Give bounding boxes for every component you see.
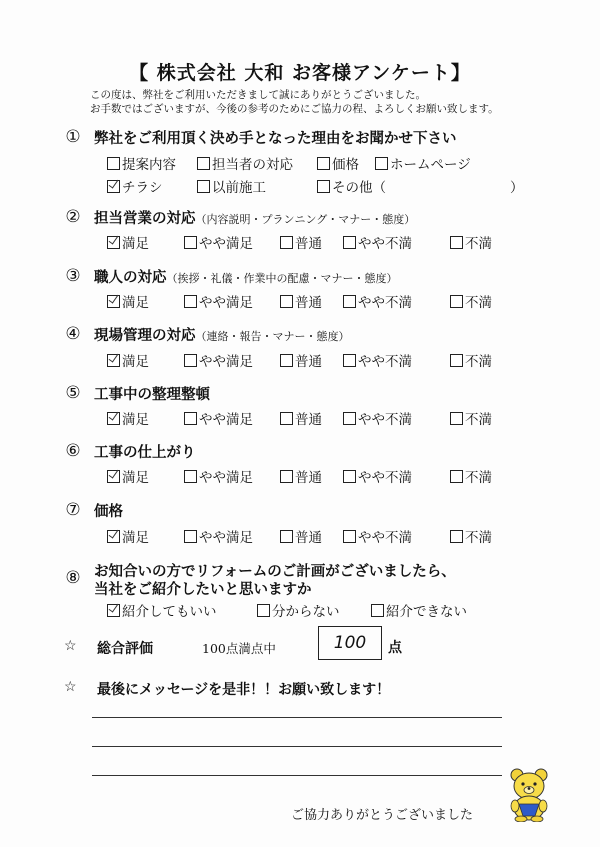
checkbox-icon bbox=[343, 295, 356, 308]
option-checkbox[interactable] bbox=[343, 408, 412, 428]
checked-checkbox-icon bbox=[107, 604, 120, 617]
checkbox-icon bbox=[450, 530, 463, 543]
option-checkbox[interactable] bbox=[197, 153, 293, 173]
checkbox-icon bbox=[257, 604, 270, 617]
option-label: 普通 bbox=[295, 412, 322, 428]
option-checkbox[interactable] bbox=[107, 466, 149, 486]
option-checkbox[interactable] bbox=[184, 232, 253, 252]
option-label: 普通 bbox=[295, 530, 322, 546]
option-label: やや満足 bbox=[199, 236, 253, 252]
checkbox-icon bbox=[184, 236, 197, 249]
option-label: 分からない bbox=[272, 604, 340, 620]
option-label: 普通 bbox=[295, 354, 322, 370]
option-label: 提案内容 bbox=[122, 157, 176, 173]
checkbox-icon bbox=[184, 354, 197, 367]
question-text: 工事の仕上がり bbox=[94, 444, 196, 461]
option-label: 不満 bbox=[465, 530, 492, 546]
message-line[interactable] bbox=[92, 746, 502, 747]
option-checkbox[interactable] bbox=[107, 600, 217, 620]
option-label: 普通 bbox=[295, 470, 322, 486]
checked-checkbox-icon bbox=[107, 180, 120, 193]
option-checkbox[interactable] bbox=[107, 350, 149, 370]
option-label: 不満 bbox=[465, 412, 492, 428]
intro-line: この度は、弊社をご利用いただきまして誠にありがとうございました。 bbox=[90, 89, 426, 101]
message-line[interactable] bbox=[92, 775, 502, 776]
checkbox-icon bbox=[317, 157, 330, 170]
checked-checkbox-icon bbox=[107, 295, 120, 308]
score-field[interactable]: 100 bbox=[318, 626, 382, 660]
question-subtext: （内容説明・プランニング・マナー・態度） bbox=[195, 213, 416, 226]
question-number: ⑥ bbox=[65, 441, 81, 461]
question-title: 現場管理の対応 bbox=[94, 327, 196, 344]
question-text: 価格 bbox=[94, 503, 123, 520]
option-checkbox[interactable] bbox=[107, 526, 149, 546]
option-checkbox[interactable] bbox=[280, 526, 322, 546]
checkbox-icon bbox=[280, 295, 293, 308]
checkbox-icon bbox=[450, 295, 463, 308]
page-title: 【 株式会社 大和 お客様アンケート】 bbox=[129, 62, 471, 84]
option-checkbox[interactable] bbox=[317, 176, 386, 196]
option-checkbox[interactable] bbox=[197, 176, 266, 196]
question-number: ⑤ bbox=[65, 383, 81, 403]
option-label: その他（ bbox=[332, 180, 386, 196]
checkbox-icon bbox=[317, 180, 330, 193]
option-label: やや不満 bbox=[358, 412, 412, 428]
checkbox-icon bbox=[184, 470, 197, 483]
option-label: やや満足 bbox=[199, 412, 253, 428]
option-label: 以前施工 bbox=[212, 180, 266, 196]
option-checkbox[interactable] bbox=[184, 526, 253, 546]
option-checkbox[interactable] bbox=[107, 408, 149, 428]
option-label: 価格 bbox=[332, 157, 359, 173]
option-checkbox[interactable] bbox=[343, 291, 412, 311]
option-checkbox[interactable] bbox=[343, 526, 412, 546]
checkbox-icon bbox=[280, 354, 293, 367]
option-checkbox[interactable] bbox=[184, 466, 253, 486]
option-checkbox[interactable] bbox=[450, 408, 492, 428]
option-label: 満足 bbox=[122, 354, 149, 370]
checked-checkbox-icon bbox=[107, 470, 120, 483]
question-number: ⑧ bbox=[65, 568, 81, 588]
option-checkbox[interactable] bbox=[317, 153, 359, 173]
question-subtext: （連絡・報告・マナー・態度） bbox=[195, 330, 350, 343]
option-checkbox[interactable] bbox=[107, 153, 176, 173]
option-checkbox[interactable] bbox=[450, 466, 492, 486]
option-label: 普通 bbox=[295, 295, 322, 311]
option-label: 満足 bbox=[122, 470, 149, 486]
intro-line: お手数ではございますが、今後の参考のためにご協力の程、よろしくお願い致します。 bbox=[90, 103, 499, 115]
option-label: 紹介できない bbox=[386, 604, 467, 620]
question-text bbox=[94, 266, 398, 287]
option-label: やや満足 bbox=[199, 354, 253, 370]
question-text: 工事中の整理整頓 bbox=[94, 386, 210, 403]
option-label: 担当者の対応 bbox=[212, 157, 293, 173]
star-icon: ☆ bbox=[64, 638, 77, 654]
option-checkbox[interactable] bbox=[280, 350, 322, 370]
message-prompt: 最後にメッセージを是非！！お願い致します！ bbox=[97, 682, 391, 698]
option-checkbox[interactable] bbox=[280, 408, 322, 428]
option-checkbox[interactable] bbox=[184, 350, 253, 370]
checkbox-icon bbox=[450, 412, 463, 425]
option-label: 不満 bbox=[465, 354, 492, 370]
option-checkbox[interactable] bbox=[450, 526, 492, 546]
score-unit: 点 bbox=[388, 640, 402, 656]
option-label: 満足 bbox=[122, 295, 149, 311]
question-number: ④ bbox=[65, 324, 81, 344]
option-checkbox[interactable] bbox=[343, 350, 412, 370]
option-label: 紹介してもいい bbox=[122, 604, 217, 620]
question-text: お知合いの方でリフォームのご計画がございましたら、 bbox=[94, 563, 456, 580]
option-checkbox[interactable] bbox=[450, 291, 492, 311]
option-label: 満足 bbox=[122, 530, 149, 546]
checkbox-icon bbox=[280, 530, 293, 543]
checked-checkbox-icon bbox=[107, 530, 120, 543]
question-title: 職人の対応 bbox=[94, 269, 167, 286]
option-checkbox[interactable] bbox=[343, 232, 412, 252]
checkbox-icon bbox=[184, 412, 197, 425]
option-label: やや満足 bbox=[199, 530, 253, 546]
option-checkbox[interactable] bbox=[280, 291, 322, 311]
checkbox-icon bbox=[343, 470, 356, 483]
star-icon: ☆ bbox=[64, 679, 77, 695]
option-checkbox[interactable] bbox=[184, 408, 253, 428]
message-line[interactable] bbox=[92, 717, 502, 718]
option-checkbox[interactable] bbox=[371, 600, 467, 620]
question-text bbox=[94, 207, 415, 228]
checkbox-icon bbox=[197, 180, 210, 193]
checked-checkbox-icon bbox=[107, 412, 120, 425]
intro-text bbox=[90, 88, 499, 116]
question-text-line2: 当社をご紹介したいと思いますか bbox=[94, 581, 312, 598]
option-checkbox[interactable] bbox=[184, 291, 253, 311]
checked-checkbox-icon bbox=[107, 354, 120, 367]
checkbox-icon bbox=[280, 236, 293, 249]
option-checkbox[interactable] bbox=[257, 600, 340, 620]
option-checkbox[interactable] bbox=[107, 232, 149, 252]
option-label: 満足 bbox=[122, 412, 149, 428]
checkbox-icon bbox=[343, 236, 356, 249]
option-label: やや不満 bbox=[358, 354, 412, 370]
option-label: 不満 bbox=[465, 470, 492, 486]
option-checkbox[interactable] bbox=[450, 232, 492, 252]
question-number: ③ bbox=[65, 266, 81, 286]
option-label: 普通 bbox=[295, 236, 322, 252]
checkbox-icon bbox=[450, 354, 463, 367]
option-label: やや不満 bbox=[358, 530, 412, 546]
checkbox-icon bbox=[343, 530, 356, 543]
checkbox-icon bbox=[197, 157, 210, 170]
option-label: 不満 bbox=[465, 236, 492, 252]
option-checkbox[interactable] bbox=[107, 291, 149, 311]
checkbox-icon bbox=[184, 530, 197, 543]
option-label: やや不満 bbox=[358, 295, 412, 311]
close-paren: ） bbox=[510, 180, 524, 196]
option-label: やや満足 bbox=[199, 470, 253, 486]
checkbox-icon bbox=[343, 354, 356, 367]
checkbox-icon bbox=[375, 157, 388, 170]
checkbox-icon bbox=[107, 157, 120, 170]
option-label: 満足 bbox=[122, 236, 149, 252]
question-title: 担当営業の対応 bbox=[94, 210, 196, 227]
total-rating-scale: 100点満点中 bbox=[202, 641, 276, 656]
option-checkbox[interactable] bbox=[107, 176, 163, 196]
option-label: やや不満 bbox=[358, 236, 412, 252]
question-number: ② bbox=[65, 207, 81, 227]
question-subtext: （挨拶・礼儀・作業中の配慮・マナー・態度） bbox=[166, 272, 398, 285]
checkbox-icon bbox=[184, 295, 197, 308]
checkbox-icon bbox=[343, 412, 356, 425]
option-label: チラシ bbox=[122, 180, 163, 196]
checked-checkbox-icon bbox=[107, 236, 120, 249]
question-text: 弊社をご利用頂く決め手となった理由をお聞かせ下さい bbox=[94, 130, 457, 147]
question-text bbox=[94, 324, 350, 345]
checkbox-icon bbox=[280, 412, 293, 425]
option-label: ホームページ bbox=[390, 157, 471, 173]
bear-mascot-icon bbox=[505, 766, 553, 822]
option-checkbox[interactable] bbox=[450, 350, 492, 370]
option-checkbox[interactable] bbox=[280, 232, 322, 252]
option-label: 不満 bbox=[465, 295, 492, 311]
question-number: ⑦ bbox=[65, 500, 81, 520]
option-label: やや満足 bbox=[199, 295, 253, 311]
checkbox-icon bbox=[450, 470, 463, 483]
checkbox-icon bbox=[280, 470, 293, 483]
option-label: やや不満 bbox=[358, 470, 412, 486]
thanks-message: ご協力ありがとうございました bbox=[291, 808, 474, 823]
option-checkbox[interactable] bbox=[343, 466, 412, 486]
checkbox-icon bbox=[450, 236, 463, 249]
option-checkbox[interactable] bbox=[375, 153, 471, 173]
option-checkbox[interactable] bbox=[280, 466, 322, 486]
total-rating-label: 総合評価 bbox=[97, 641, 153, 657]
checkbox-icon bbox=[371, 604, 384, 617]
question-number: ① bbox=[65, 127, 81, 147]
